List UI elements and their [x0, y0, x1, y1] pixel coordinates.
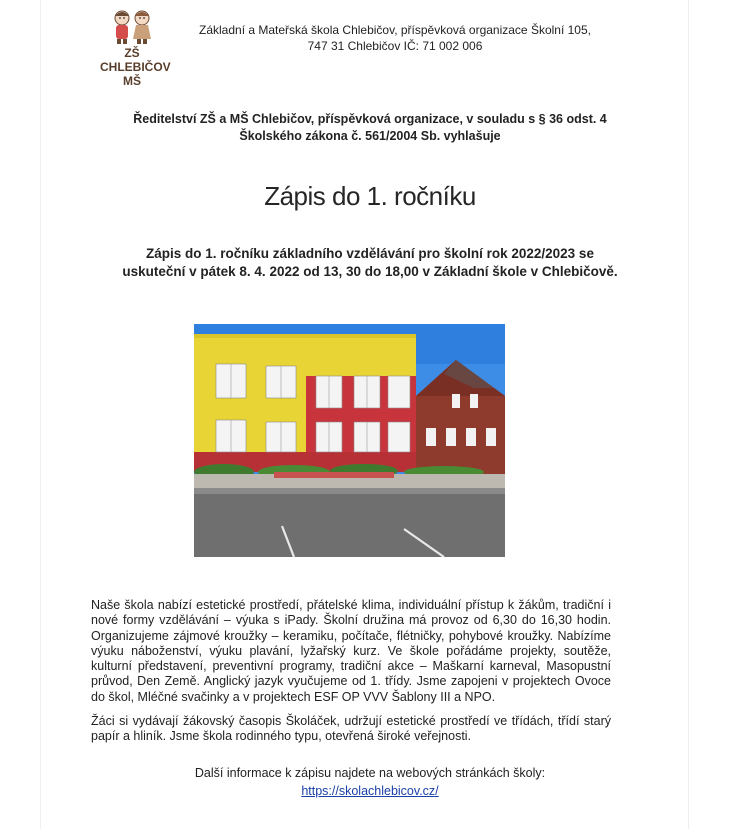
school-website-link[interactable]: https://skolachlebicov.cz/	[301, 784, 439, 798]
declaration-line-2: Školského zákona č. 561/2004 Sb. vyhlašuje	[239, 129, 501, 143]
school-logo	[100, 6, 171, 88]
logo-text: ZŠ CHLEBIČOV MŠ	[100, 46, 171, 88]
header-address-line-2: 747 31 Chlebičov IČ: 71 002 006	[307, 39, 483, 53]
more-info-text: Další informace k zápisu najdete na webových stránkách školy:	[194, 766, 546, 780]
intro-line-1: Zápis do 1. ročníku základního vzdělávání pro školní rok 2022/2023 se	[146, 246, 594, 261]
page-title: Zápis do 1. ročníku	[264, 181, 476, 211]
scan-edge-left	[40, 0, 41, 829]
intro-line-2: uskuteční v pátek 8. 4. 2022 od 13, 30 do 18,00 v Základní škole v Chlebičově.	[122, 264, 618, 279]
header-address-line-1: Základní a Mateřská škola Chlebičov, příspěvková organizace Školní 105,	[199, 23, 591, 37]
children-logo-icon	[100, 6, 164, 46]
school-building-photo	[194, 324, 505, 557]
body-paragraph-1: Naše škola nabízí estetické prostředí, přátelské klima, individuální přístup k žákům, tradiční i nové formy vzdělávání – výuka s iPady. Školní družina má provoz od 6,30 do 16,30 hodin. Organizujeme zájmové kroužky – keramiku, počítače, flétničky, pohybové kroužky. Nabízíme výuku náboženství, výuku plavání, lyžařský kurz. Ve škole pořádáme projekty, soutěže, kulturní představení, preventivní programy, tradiční akce – Maškarní karneval, Masopustní průvod, Den Země. Anglický jazyk vyučujeme od 1. třídy. Jsme zapojeni v projektech Ovoce do škol, Mléčné svačinky a v projektech ESF OP VVV Šablony III a NPO.	[91, 598, 611, 704]
body-paragraph-2: Žáci si vydávají žákovský časopis Školáček, udržují estetické prostředí ve třídách, třídí starý papír a hliník. Jsme škola rodinného typu, otevřená široké veřejnosti.	[91, 714, 611, 744]
declaration-line-1: Ředitelství ZŠ a MŠ Chlebičov, příspěvková organizace, v souladu s § 36 odst. 4	[133, 112, 607, 126]
scan-edge-right	[688, 0, 689, 829]
